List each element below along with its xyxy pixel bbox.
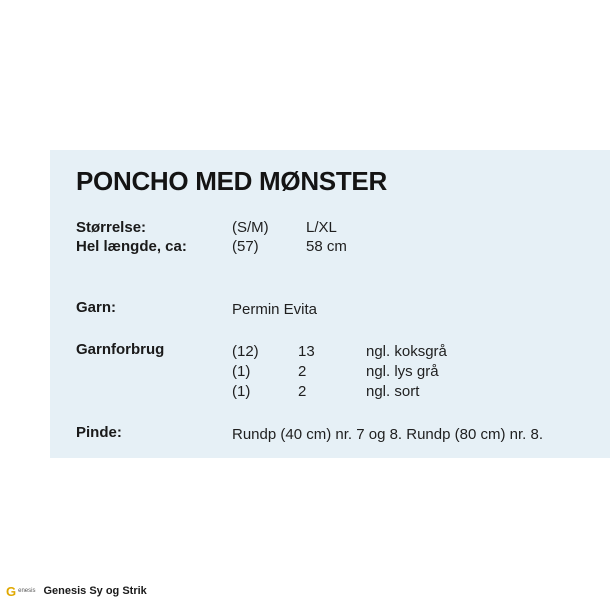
size-label: Størrelse:	[76, 219, 147, 236]
usage-row-3-desc: ngl. sort	[366, 383, 420, 400]
genesis-logo	[6, 585, 35, 598]
usage-row-1-large: 13	[298, 343, 315, 360]
usage-row-1-small: (12)	[232, 343, 259, 360]
size-large-value: L/XL	[306, 219, 337, 236]
usage-row-2-desc: ngl. lys grå	[366, 363, 439, 380]
shop-name: Genesis Sy og Strik	[43, 585, 147, 597]
size-small-value: (S/M)	[232, 219, 269, 236]
length-label: Hel længde, ca:	[76, 238, 187, 255]
yarn-usage-label: Garnforbrug	[76, 341, 165, 358]
genesis-logo-text: enesis	[18, 588, 36, 594]
yarn-label: Garn:	[76, 299, 117, 316]
usage-row-3-small: (1)	[232, 383, 251, 400]
pattern-title: PONCHO MED MØNSTER	[76, 166, 387, 196]
yarn-value: Permin Evita	[232, 301, 318, 318]
length-large-value: 58 cm	[306, 238, 347, 255]
usage-row-2-large: 2	[298, 363, 307, 380]
needles-label: Pinde:	[76, 424, 122, 441]
length-small-value: (57)	[232, 238, 259, 255]
needles-value: Rundp (40 cm) nr. 7 og 8. Rundp (80 cm) nr. 8.	[232, 426, 543, 443]
footer	[6, 582, 147, 600]
usage-row-2-small: (1)	[232, 363, 251, 380]
usage-row-1-desc: ngl. koksgrå	[366, 343, 447, 360]
usage-row-3-large: 2	[298, 383, 307, 400]
genesis-logo-mark: G	[6, 583, 17, 599]
